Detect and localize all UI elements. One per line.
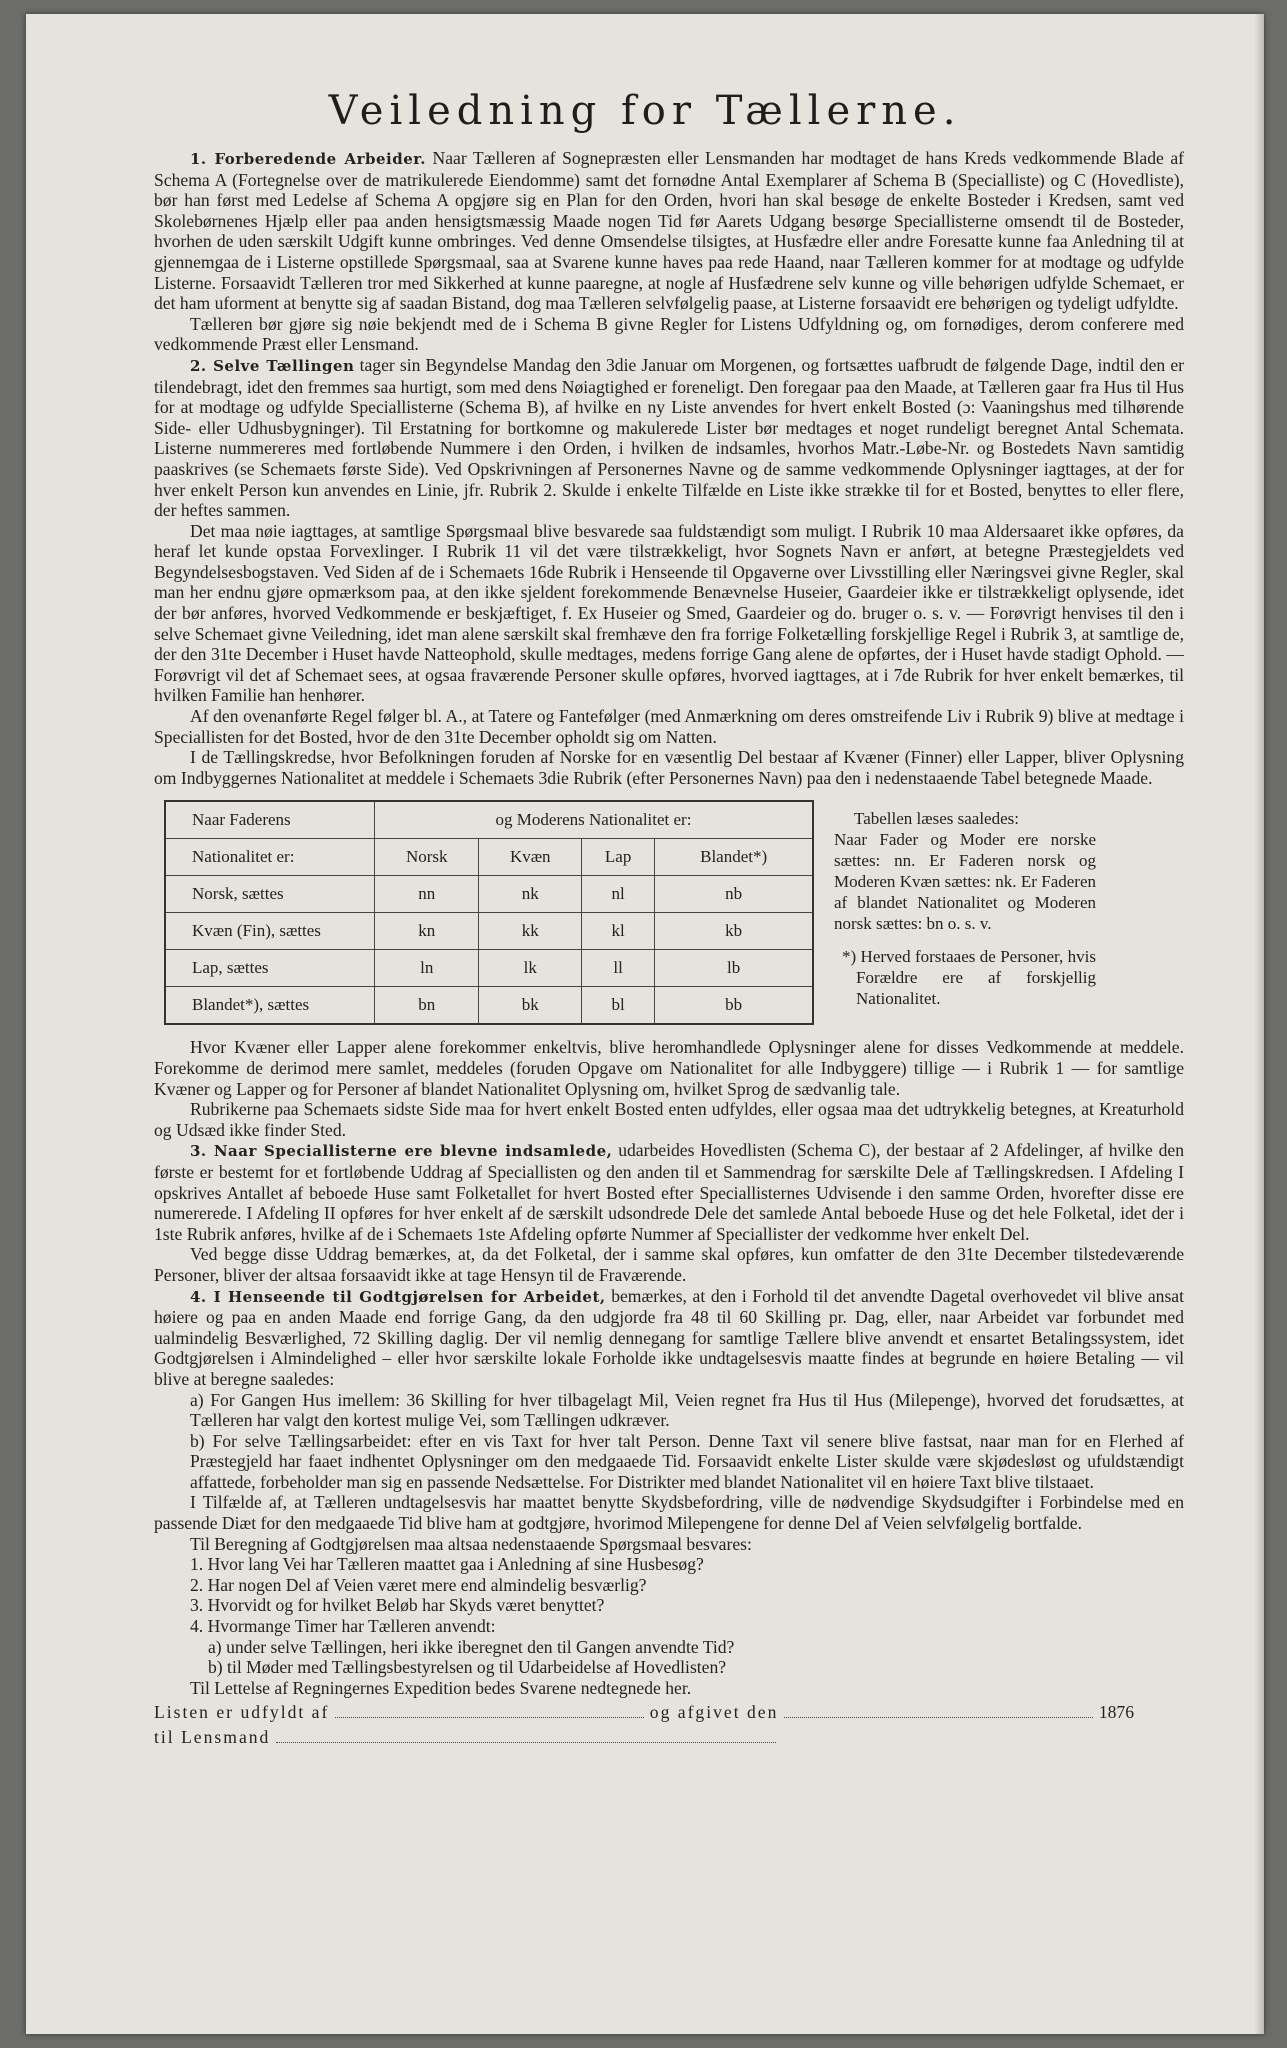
table-cell: lb bbox=[655, 950, 813, 987]
section-2-heading: 2. Selve Tællingen bbox=[190, 356, 355, 375]
table-cell: ll bbox=[582, 950, 655, 987]
table-cell: kb bbox=[655, 913, 813, 950]
table-legend-title: Tabellen læses saaledes: bbox=[854, 809, 1019, 829]
question-item: 2. Har nogen Del af Veien været mere end almindelig besværlig? bbox=[190, 1574, 647, 1595]
page-title: Veiledning for Tællerne. bbox=[328, 88, 962, 134]
table-cell: bl bbox=[582, 987, 655, 1025]
question-item: 4. Hvormange Timer har Tælleren anvendt: bbox=[190, 1616, 496, 1637]
section-4-para-2: I Tilfælde af, at Tælleren undtagelsesvis har maattet benytte Skydsbefordring, ville de nødvendige Skydsudgifter i Forbindelse med en passende Diæt for den medgaaede Tid blive ham at godtgjøre, hvorimod Milepengene for denne Del af Veien selvfølgelig bortfalde. bbox=[154, 1492, 1184, 1534]
document-body bbox=[154, 148, 1184, 1748]
filled-by-field[interactable] bbox=[335, 1703, 643, 1718]
document-page bbox=[26, 14, 1264, 2034]
table-row bbox=[165, 987, 813, 1025]
section-4-item-b: b) For selve Tællingsarbeidet: efter en vis Taxt for hver talt Person. Denne Taxt vil senere blive fastsat, naar man for en Flerhed af Præstegjeld har faaet indhentet Oplysninger om den medgaaede Tid. Forsaavidt enkelte Lister skulde være skjødesløst og ufuldstændigt affattede, forbeholder man sig en passende Nedsættelse. For Distrikter med blandet Nationalitet vil en høiere Taxt blive tilstaaet. bbox=[190, 1430, 1184, 1492]
table-row bbox=[165, 950, 813, 987]
row-label: Kvæn (Fin), sættes bbox=[165, 913, 375, 950]
delivered-date-field[interactable] bbox=[784, 1703, 1092, 1718]
table-header-mother: og Moderens Nationalitet er: bbox=[375, 801, 814, 839]
section-2-para-1: 2. Selve Tællingen tager sin Begyndelse Mandag den 3die Januar om Morgenen, og fortsættes uafbrudt de følgende Dage, indtil den er tilendebragt, idet den fremmes saa hurtigt, som med dens Nøiagtighed er foreneligt. Den foregaar paa den Maade, at Tælleren gaar fra Hus til Hus for at modtage og udfylde Speciallisterne (Schema B), af hvilke en ny Liste anvendes for hvert enkelt Bosted (ɔ: Vaaningshus med tilhørende Side- eller Udhusbygninger). Til Erstatning for bortkomne og makulerede Lister bør medtages et noget rundeligt beregnet Antal Schemata. Listerne nummereres med fortløbende Nummere i den Orden, i hvilken de indsamles, hvorhos Matr.-Løbe-Nr. og Bostedets Navn samtidig paaskrives (se Schemaets første Side). Ved Opskrivningen af Personernes Navne og de samme vedkommende Oplysninger iagttages, at der for hver enkelt Person kun anvendes en Linie, jfr. Rubrik 2. Skulde i enkelte Tilfælde en Liste ikke strække til for et Bosted, benyttes to eller flere, der heftes sammen. bbox=[154, 354, 1185, 521]
table-cell: kn bbox=[375, 913, 479, 950]
section-3-para-2: Ved begge disse Uddrag bemærkes, at, da det Folketal, der i samme skal opføres, kun omfatter de den 31te December tilstedeværende Personer, bliver der altsaa forsaavidt ikke at tage Hensyn til de Fraværende. bbox=[154, 1244, 1184, 1285]
table-cell: bk bbox=[479, 987, 582, 1025]
section-2-para-3: Af den ovenanførte Regel følger bl. A., at Tatere og Fantefølger (med Anmærkning om deres omstreifende Liv i Rubrik 9) blive at medtage i Speciallisten for det Bosted, hvor de den 31te December opholdt sig om Natten. bbox=[154, 706, 1184, 747]
section-3-para-1: 3. Naar Speciallisterne ere blevne indsamlede, udarbeides Hovedlisten (Schema C), der bestaar af 2 Afdelinger, af hvilke den første er bestemt for et fortløbende Uddrag af Speciallisten og den anden til et Sammendrag for særskilte Dele af Tællingskredsen. I Afdeling I opskrives Antallet af beboede Huse samt Folketallet for hvert Bosted efter Speciallisternes Udvisende i den samme Orden, hvorefter disse ere numererede. I Afdeling II opføres for hver enkelt af de særskilt udsondrede Dele det samlede Antal beboede Huse og det hele Folketal, idet der i 1ste Rubrik anføres, hvilke af de i Schemaets 1ste Afdeling opførte Nummer af Speciallister der vedkomme hver enkelt Del. bbox=[154, 1140, 1184, 1244]
table-cell: kl bbox=[582, 913, 655, 950]
table-legend-text: Naar Fader og Moder ere norske sættes: nn. Er Faderen norsk og Moderen Kvæn sættes: nk. Er Faderen af blandet Nationalitet og Moderen norsk sættes: bn o. s. v. bbox=[834, 830, 1096, 934]
table-row bbox=[165, 913, 813, 950]
after-table-para-1: Hvor Kvæner eller Lapper alene forekommer enkeltvis, blive heromhandlede Oplysninger alene for disses Vedkommende at meddele. Forekomme de derimod mere samlet, meddeles (foruden Opgave om Nationalitet for alle Indbyggere) tillige — i Rubrik 1 — for samtlige Kvæner og Lapper og for Personer af blandet Nationalitet Oplysning om, hvilket Sprog de sædvanlig tale. bbox=[154, 1037, 1184, 1099]
filled-by-label: Listen er udfyldt af bbox=[154, 1702, 330, 1723]
section-4-heading: 4. I Henseende til Godtgjørelsen for Arbeidet, bbox=[190, 1287, 606, 1306]
section-4-para-4: Til Lettelse af Regningernes Expedition bedes Svarene nedtegnede her. bbox=[190, 1677, 692, 1698]
table-legend bbox=[834, 800, 1096, 1025]
table-cell: kk bbox=[479, 913, 582, 950]
signature-line-2 bbox=[154, 1727, 1184, 1748]
page-edge bbox=[1254, 14, 1264, 2034]
subquestion-item: b) til Møder med Tællingsbestyrelsen og til Udarbeidelse af Hovedlisten? bbox=[208, 1657, 727, 1678]
table-cell: nl bbox=[582, 876, 655, 913]
question-item: 3. Hvorvidt og for hvilket Beløb har Skyds været benyttet? bbox=[190, 1595, 605, 1616]
table-header-father-2: Nationalitet er: bbox=[165, 839, 375, 876]
delivered-label: og afgivet den bbox=[649, 1702, 779, 1723]
section-4-para-3: Til Beregning af Godtgjørelsen maa altsaa nedenstaaende Spørgsmaal besvares: bbox=[190, 1533, 752, 1554]
section-1-heading: 1. Forberedende Arbeider. bbox=[190, 150, 427, 168]
table-row bbox=[165, 876, 813, 913]
table-cell: nk bbox=[479, 876, 582, 913]
table-cell: nn bbox=[375, 876, 479, 913]
table-cell: nb bbox=[655, 876, 813, 913]
section-2-para-2: Det maa nøie iagttages, at samtlige Spørgsmaal blive besvarede saa fuldstændigt som muligt. I Rubrik 10 maa Aldersaaret ikke opføres, da heraf let kunde opstaa Forvexlinger. I Rubrik 11 vil det være tilstrækkeligt, hvor Sognets Navn er anført, at betegne Præstegjeldets ved Begyndelsesbogstaven. Ved Siden af de i Schemaets 16de Rubrik i Henseende til Opgaverne over Livsstilling eller Næringsvei givne Regler, skal man her endnu gjøre opmærksom paa, at den ikke sjeldent forekommende Benævnelse Huseier, Gaardeier ikke er tilstrækkeligt oplysende, idet der bør anføres, hvorved Vedkommende er beskjæftiget, f. Ex Huseier og Smed, Gaardeier og do. bruger o. s. v. — Forøvrigt henvises til den i selve Schemaet givne Veiledning, idet man alene særskilt skal fremhæve den fra forrige Folketælling forskjellige Regel i Rubrik 3, at samtlige de, der den 31te December i Huset havde Natteophold, skulle medtages, medens forrige Gang alene de opførtes, der i Huset havde stadigt Ophold. — Forøvrigt vil det af Schemaet sees, at ogsaa fraværende Personer skulle opføres, hvorved iagttages, at i 7de Rubrik for hver enkelt bemærkes, til hvilken Familie han henhører. bbox=[154, 520, 1184, 706]
after-table-para-2: Rubrikerne paa Schemaets sidste Side maa for hvert enkelt Bosted enten udfyldes, eller ogsaa maa det udtrykkelig betegnes, at Kreaturhold og Udsæd ikke finder Sted. bbox=[154, 1099, 1184, 1140]
section-1-para-1: 1. Forberedende Arbeider. Naar Tælleren af Sognepræsten eller Lensmanden har modtaget de hans Kreds vedkommende Blade af Schema A (Fortegnelse over de matrikulerede Eiendomme) samt det fornødne Antal Exemplarer af Schema B (Specialliste) og C (Hovedliste), bør han først med Ledelse af Schema A opgjøre sig en Plan for den Orden, hvori han skal besøge de enkelte Bosteder i Kredsen, samt ved Skolebørnenes Hjælp eller paa anden hensigtsmæssig Maade nogen Tid før Aarets Udgang besørge Speciallisterne omsendt til de Bosteder, hvorhen de uden særskilt Udgift kunne ombringes. Ved denne Omsendelse tilsigtes, at Husfædre eller andre Foresatte kunne faa Anledning til at gjennemgaa de i Listerne opstillede Spørgsmaal, saa at Svarene kunne haves paa rede Haand, naar Tælleren kommer for at modtage og udfylde Listerne. Forsaavidt Tælleren tror med Sikkerhed at kunne paaregne, at nogle af Husfædrene selv kunne og ville behørigen udfylde Schemaet, er det ham uforment at benytte sig af saadan Bistand, dog maa Tælleren selvfølgelig paase, at Listerne forsaavidt ere behørigen og tydeligt udfyldte. bbox=[154, 148, 1184, 314]
row-label: Norsk, sættes bbox=[165, 876, 375, 913]
table-col-header: Lap bbox=[582, 839, 655, 876]
signature-line-1 bbox=[154, 1702, 1184, 1723]
table-cell: ln bbox=[375, 950, 479, 987]
section-2-para-4: I de Tællingskredse, hvor Befolkningen foruden af Norske for en væsentlig Del bestaar af Kvæner (Finner) eller Lapper, bliver Oplysning om Indbyggernes Nationalitet at meddele i Schemaets 3die Rubrik (efter Personernes Navn) paa den i nedenstaaende Tabel betegnede Maade. bbox=[154, 747, 1184, 788]
question-item: 1. Hvor lang Vei har Tælleren maattet gaa i Anledning af sine Husbesøg? bbox=[190, 1554, 704, 1575]
table-cell: bn bbox=[375, 987, 479, 1025]
section-4-item-a: a) For Gangen Hus imellem: 36 Skilling for hver tilbagelagt Mil, Veien regnet fra Hus til Hus (Milepenge), hvorved det forudsættes, at Tælleren har valgt den kortest mulige Vei, som Tællingen udkræver. bbox=[190, 1389, 1184, 1431]
table-col-header: Norsk bbox=[375, 839, 479, 876]
lensmand-field[interactable] bbox=[276, 1728, 776, 1743]
nationality-table-block bbox=[164, 800, 1184, 1025]
table-cell: bb bbox=[655, 987, 813, 1025]
table-col-header: Kvæn bbox=[479, 839, 582, 876]
table-cell: lk bbox=[479, 950, 582, 987]
table-footnote: *) Herved forstaaes de Personer, hvis Forældre ere af forskjellig Nationalitet. bbox=[842, 947, 1096, 1009]
section-3-heading: 3. Naar Speciallisterne ere blevne indsamlede, bbox=[190, 1142, 613, 1161]
row-label: Lap, sættes bbox=[165, 950, 375, 987]
year-label: 1876 bbox=[1098, 1702, 1135, 1723]
section-1-para-2: Tælleren bør gjøre sig nøie bekjendt med de i Schema B givne Regler for Listens Udfyldning og, om fornødiges, derom conferere med vedkommende Præst eller Lensmand. bbox=[154, 313, 1184, 355]
row-label: Blandet*), sættes bbox=[165, 987, 375, 1025]
table-col-header: Blandet*) bbox=[655, 839, 813, 876]
lensmand-label: til Lensmand bbox=[154, 1727, 271, 1747]
subquestion-item: a) under selve Tællingen, heri ikke iberegnet den til Gangen anvendte Tid? bbox=[208, 1636, 735, 1657]
table-header-father: Naar Faderens bbox=[165, 801, 375, 839]
nationality-table bbox=[164, 800, 814, 1025]
section-4-para-1: 4. I Henseende til Godtgjørelsen for Arbeidet, bemærkes, at den i Forhold til det anvendte Dagetal overhovedet vil blive ansat høiere og paa en anden Maade end forrige Gang, da den udgjorde fra 48 til 60 Skilling pr. Dag, eller, naar Arbeidet var forbundet med ualmindelig Besværlighed, 72 Skilling daglig. Der vil nemlig dennegang for samtlige Tællere blive anvendt et ensartet Betalingssystem, idet Godtgjørelsen i Almindelighed – eller hvor særskilte lokale Forholde ikke undtagelsesvis maatte findes at begrunde en høiere Betaling — vil blive at beregne saaledes: bbox=[154, 1285, 1184, 1389]
